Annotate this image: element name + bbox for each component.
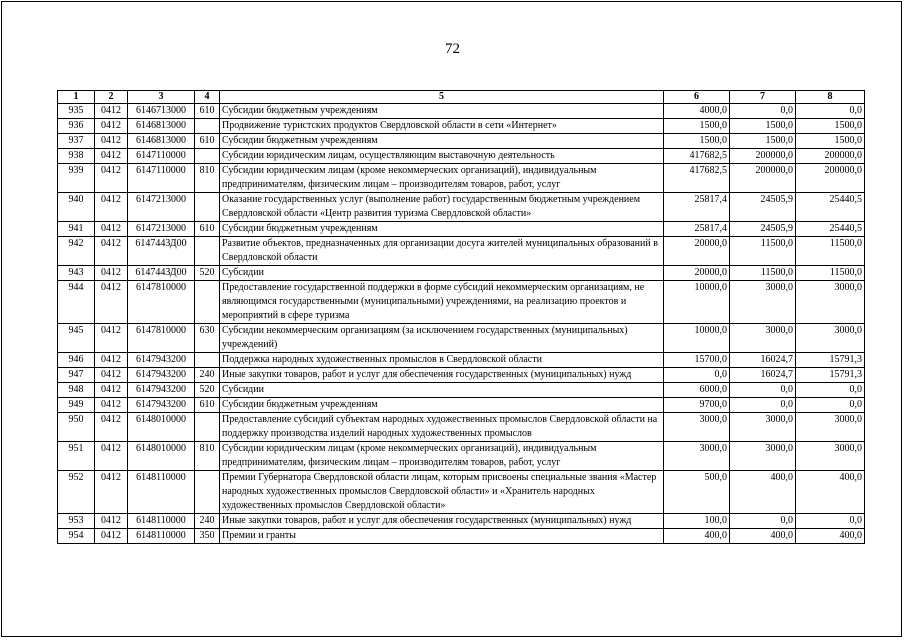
amount-col7: 0,0 [730,398,796,413]
row-number: 938 [58,149,95,164]
amount-col6: 1500,0 [664,134,730,149]
table-row [58,134,865,149]
expense-type-code: 610 [195,398,220,413]
page-number: 72 [445,41,460,57]
expense-description: Премии Губернатора Свердловской области лицам, которым присвоены специальные звания «Мастер народных художественных промыслов Свердловской области» и «Хранитель народных художественных промыслов Свердловской области» [220,471,664,514]
expense-description: Субсидии бюджетным учреждениям [220,222,664,237]
amount-col8: 400,0 [796,471,865,514]
expense-description: Развитие объектов, предназначенных для организации досуга жителей муниципальных образований в Свердловской области [220,237,664,266]
expense-type-code: 240 [195,514,220,529]
amount-col6: 25817,4 [664,222,730,237]
expense-description: Субсидии [220,266,664,281]
col-header: 4 [195,91,220,104]
table-row [58,193,865,222]
table-row [58,442,865,471]
row-number: 953 [58,514,95,529]
expense-type-code [195,119,220,134]
target-article-code: 614744ЗД00 [128,237,195,266]
amount-col8: 0,0 [796,383,865,398]
amount-col8: 200000,0 [796,164,865,193]
amount-col6: 100,0 [664,514,730,529]
target-article-code: 6147943200 [128,398,195,413]
section-code: 0412 [95,266,128,281]
amount-col8: 1500,0 [796,119,865,134]
table-header-row [58,91,865,104]
section-code: 0412 [95,324,128,353]
target-article-code: 6148110000 [128,514,195,529]
amount-col6: 10000,0 [664,324,730,353]
row-number: 944 [58,281,95,324]
amount-col7: 16024,7 [730,368,796,383]
section-code: 0412 [95,281,128,324]
expense-type-code: 630 [195,324,220,353]
table-row [58,149,865,164]
table-row [58,281,865,324]
amount-col8: 3000,0 [796,413,865,442]
amount-col8: 15791,3 [796,368,865,383]
expense-type-code [195,353,220,368]
expense-description: Предоставление субсидий субъектам народных художественных промыслов Свердловской области на поддержку производства изделий народных художественных промыслов [220,413,664,442]
amount-col7: 200000,0 [730,149,796,164]
amount-col7: 3000,0 [730,413,796,442]
expense-description: Субсидии бюджетным учреждениям [220,134,664,149]
amount-col8: 3000,0 [796,281,865,324]
table-row [58,266,865,281]
expense-type-code: 810 [195,442,220,471]
section-code: 0412 [95,119,128,134]
expense-type-code: 610 [195,134,220,149]
target-article-code: 6148110000 [128,471,195,514]
section-code: 0412 [95,398,128,413]
col-header: 2 [95,91,128,104]
row-number: 950 [58,413,95,442]
target-article-code: 6147810000 [128,281,195,324]
target-article-code: 6147213000 [128,222,195,237]
amount-col6: 10000,0 [664,281,730,324]
target-article-code: 6148010000 [128,413,195,442]
row-number: 940 [58,193,95,222]
amount-col8: 3000,0 [796,442,865,471]
table-row [58,383,865,398]
expense-description: Иные закупки товаров, работ и услуг для обеспечения государственных (муниципальных) нужд [220,368,664,383]
amount-col8: 0,0 [796,104,865,119]
amount-col6: 1500,0 [664,119,730,134]
section-code: 0412 [95,164,128,193]
expense-type-code [195,237,220,266]
section-code: 0412 [95,237,128,266]
expense-type-code: 350 [195,529,220,544]
expense-description: Субсидии [220,383,664,398]
amount-col8: 3000,0 [796,324,865,353]
section-code: 0412 [95,149,128,164]
amount-col8: 400,0 [796,529,865,544]
amount-col6: 500,0 [664,471,730,514]
expense-description: Субсидии юридическим лицам (кроме некоммерческих организаций), индивидуальным предпринимателям, физическим лицам – производителям товаров, работ, услуг [220,164,664,193]
target-article-code: 6146813000 [128,119,195,134]
target-article-code: 6147110000 [128,164,195,193]
expense-description: Иные закупки товаров, работ и услуг для обеспечения государственных (муниципальных) нужд [220,514,664,529]
amount-col8: 0,0 [796,398,865,413]
row-number: 939 [58,164,95,193]
col-header: 1 [58,91,95,104]
expense-type-code: 520 [195,383,220,398]
expense-description: Предоставление государственной поддержки в форме субсидий некоммерческим организациям, не являющимся государственными (муниципальными) учреждениями, на реализацию проектов и мероприятий в сфере туризма [220,281,664,324]
amount-col8: 25440,5 [796,193,865,222]
col-header: 3 [128,91,195,104]
section-code: 0412 [95,514,128,529]
row-number: 952 [58,471,95,514]
expense-type-code: 520 [195,266,220,281]
row-number: 946 [58,353,95,368]
expense-description: Премии и гранты [220,529,664,544]
amount-col8: 0,0 [796,514,865,529]
col-header: 8 [796,91,865,104]
table-row [58,368,865,383]
amount-col6: 20000,0 [664,237,730,266]
col-header: 5 [220,91,664,104]
row-number: 951 [58,442,95,471]
expense-type-code [195,149,220,164]
amount-col7: 11500,0 [730,237,796,266]
amount-col8: 25440,5 [796,222,865,237]
target-article-code: 6147943200 [128,368,195,383]
amount-col6: 15700,0 [664,353,730,368]
expense-type-code: 610 [195,222,220,237]
table-row [58,413,865,442]
amount-col6: 400,0 [664,529,730,544]
amount-col8: 1500,0 [796,134,865,149]
row-number: 936 [58,119,95,134]
table-row [58,514,865,529]
section-code: 0412 [95,193,128,222]
amount-col8: 11500,0 [796,266,865,281]
target-article-code: 6147943200 [128,353,195,368]
section-code: 0412 [95,529,128,544]
table-row [58,471,865,514]
table-row [58,104,865,119]
section-code: 0412 [95,353,128,368]
expense-type-code [195,193,220,222]
row-number: 947 [58,368,95,383]
table-row [58,324,865,353]
amount-col7: 3000,0 [730,442,796,471]
amount-col7: 400,0 [730,529,796,544]
section-code: 0412 [95,104,128,119]
row-number: 954 [58,529,95,544]
table-row [58,353,865,368]
expense-type-code [195,281,220,324]
row-number: 945 [58,324,95,353]
amount-col7: 24505,9 [730,222,796,237]
amount-col6: 417682,5 [664,149,730,164]
amount-col8: 11500,0 [796,237,865,266]
amount-col7: 16024,7 [730,353,796,368]
amount-col7: 1500,0 [730,119,796,134]
table-row [58,398,865,413]
target-article-code: 6146813000 [128,134,195,149]
table-row [58,119,865,134]
amount-col7: 400,0 [730,471,796,514]
target-article-code: 6148110000 [128,529,195,544]
amount-col6: 3000,0 [664,413,730,442]
expense-type-code [195,413,220,442]
amount-col7: 1500,0 [730,134,796,149]
amount-col6: 4000,0 [664,104,730,119]
expense-description: Продвижение туристских продуктов Свердловской области в сети «Интернет» [220,119,664,134]
amount-col6: 9700,0 [664,398,730,413]
amount-col7: 24505,9 [730,193,796,222]
expense-type-code: 240 [195,368,220,383]
expense-description: Оказание государственных услуг (выполнение работ) государственным бюджетным учреждением Свердловской области «Центр развития туризма Свердловской области» [220,193,664,222]
table-row [58,529,865,544]
row-number: 937 [58,134,95,149]
section-code: 0412 [95,442,128,471]
table-row [58,222,865,237]
expense-description: Субсидии бюджетным учреждениям [220,104,664,119]
amount-col6: 20000,0 [664,266,730,281]
row-number: 935 [58,104,95,119]
amount-col8: 15791,3 [796,353,865,368]
amount-col7: 0,0 [730,104,796,119]
table-row [58,237,865,266]
expense-type-code [195,471,220,514]
target-article-code: 6147810000 [128,324,195,353]
amount-col6: 3000,0 [664,442,730,471]
target-article-code: 6147110000 [128,149,195,164]
expense-description: Субсидии юридическим лицам (кроме некоммерческих организаций), индивидуальным предпринимателям, физическим лицам – производителям товаров, работ, услуг [220,442,664,471]
table-body [58,104,865,544]
row-number: 948 [58,383,95,398]
amount-col6: 6000,0 [664,383,730,398]
section-code: 0412 [95,413,128,442]
expense-description: Субсидии юридическим лицам, осуществляющим выставочную деятельность [220,149,664,164]
expense-type-code: 810 [195,164,220,193]
expense-description: Субсидии бюджетным учреждениям [220,398,664,413]
row-number: 942 [58,237,95,266]
target-article-code: 6147943200 [128,383,195,398]
col-header: 7 [730,91,796,104]
target-article-code: 6148010000 [128,442,195,471]
amount-col7: 200000,0 [730,164,796,193]
amount-col6: 25817,4 [664,193,730,222]
section-code: 0412 [95,383,128,398]
expense-description: Поддержка народных художественных промыслов в Свердловской области [220,353,664,368]
table-row [58,164,865,193]
row-number: 943 [58,266,95,281]
target-article-code: 614744ЗД00 [128,266,195,281]
expense-type-code: 610 [195,104,220,119]
amount-col7: 0,0 [730,383,796,398]
budget-table [57,90,865,544]
amount-col7: 3000,0 [730,324,796,353]
section-code: 0412 [95,222,128,237]
row-number: 949 [58,398,95,413]
target-article-code: 6146713000 [128,104,195,119]
amount-col7: 3000,0 [730,281,796,324]
amount-col7: 0,0 [730,514,796,529]
row-number: 941 [58,222,95,237]
amount-col7: 11500,0 [730,266,796,281]
amount-col6: 417682,5 [664,164,730,193]
section-code: 0412 [95,471,128,514]
target-article-code: 6147213000 [128,193,195,222]
col-header: 6 [664,91,730,104]
expense-description: Субсидии некоммерческим организациям (за исключением государственных (муниципальных) учреждений) [220,324,664,353]
section-code: 0412 [95,368,128,383]
amount-col8: 200000,0 [796,149,865,164]
section-code: 0412 [95,134,128,149]
amount-col6: 0,0 [664,368,730,383]
